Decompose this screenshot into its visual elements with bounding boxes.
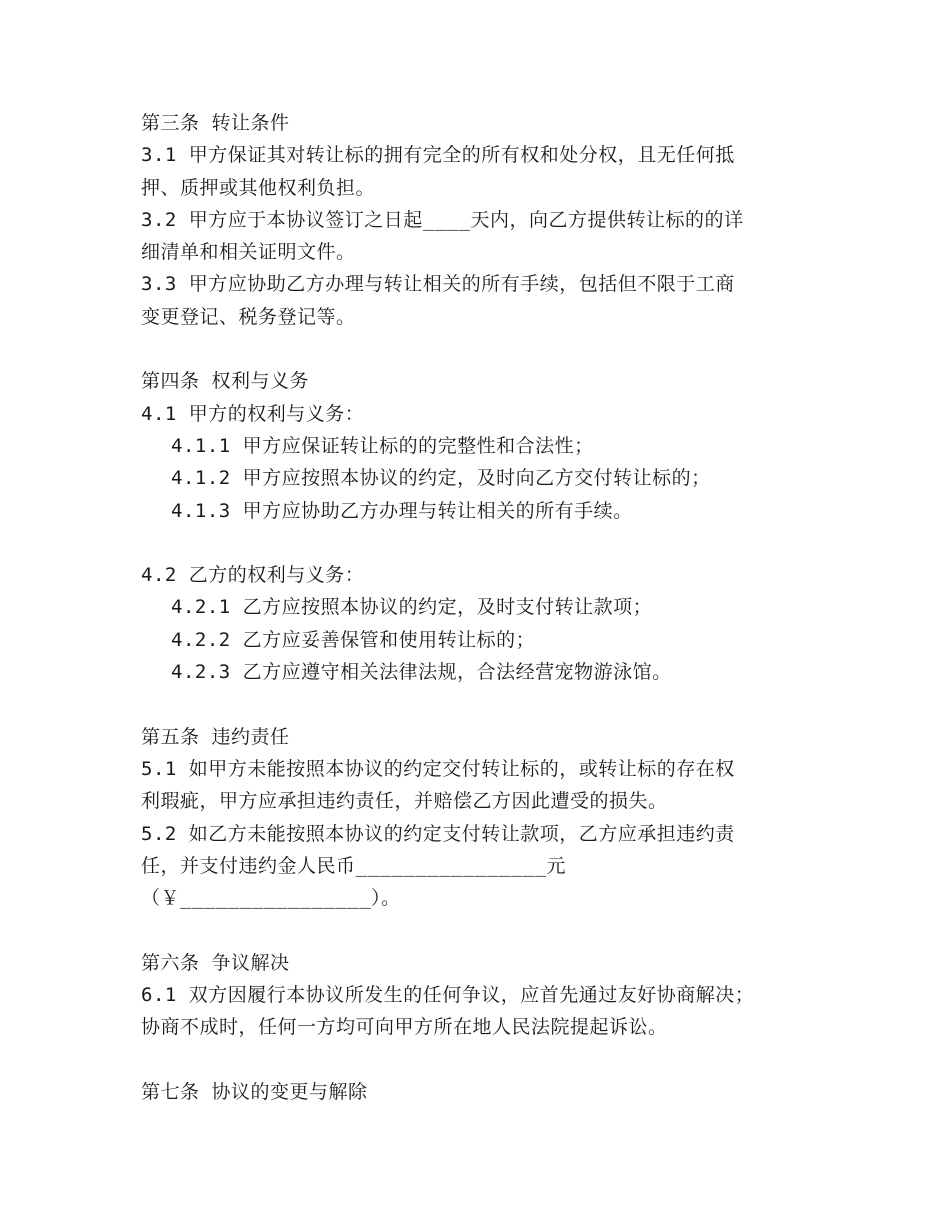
clause-4-2-1: 4.2.1 乙方应按照本协议的约定，及时支付转让款项； xyxy=(171,596,653,619)
clause-4-1-3: 4.1.3 甲方应协助乙方办理与转让相关的所有手续。 xyxy=(171,499,633,522)
clause-5-2-line-3: （￥________________）。 xyxy=(141,887,401,910)
clause-5-1-line-1: 5.1 如甲方未能按照本协议的约定交付转让标的，或转让标的存在权 xyxy=(141,757,735,780)
clause-6-1-line-2: 协商不成时，任何一方均可向甲方所在地人民法院提起诉讼。 xyxy=(141,1016,668,1039)
clause-5-1-line-2: 利瑕疵，甲方应承担违约责任，并赔偿乙方因此遭受的损失。 xyxy=(141,790,668,813)
clause-4-1-1: 4.1.1 甲方应保证转让标的的完整性和合法性； xyxy=(171,434,594,457)
clause-3-2-line-1: 3.2 甲方应于本协议签订之日起____天内，向乙方提供转让标的的详 xyxy=(141,208,744,231)
paragraph-gap xyxy=(141,527,831,559)
section-heading-article-5: 第五条 违约责任 xyxy=(141,725,290,748)
clause-3-1-line-1: 3.1 甲方保证其对转让标的拥有完全的所有权和处分权，且无任何抵 xyxy=(141,144,735,167)
clause-3-3-line-2: 变更登记、税务登记等。 xyxy=(141,305,356,328)
clause-4-1-title: 4.1 甲方的权利与义务： xyxy=(141,402,365,425)
clause-4-2-2: 4.2.2 乙方应妥善保管和使用转让标的； xyxy=(171,628,536,651)
clause-5-2-line-2: 任，并支付违约金人民币________________元 xyxy=(141,854,567,877)
clause-3-2-line-2: 细清单和相关证明文件。 xyxy=(141,241,356,264)
clause-5-2-line-1: 5.2 如乙方未能按照本协议的约定支付转让款项，乙方应承担违约责 xyxy=(141,822,735,845)
section-heading-article-6: 第六条 争议解决 xyxy=(141,951,290,974)
paragraph-gap xyxy=(141,1044,831,1076)
paragraph-gap xyxy=(141,333,831,365)
section-heading-article-3: 第三条 转让条件 xyxy=(141,112,290,134)
clause-6-1-line-1: 6.1 双方因履行本协议所发生的任何争议，应首先通过友好协商解决； xyxy=(141,984,755,1007)
section-heading-article-7: 第七条 协议的变更与解除 xyxy=(141,1080,368,1103)
clause-4-2-title: 4.2 乙方的权利与义务： xyxy=(141,564,365,587)
section-heading-article-4: 第四条 权利与义务 xyxy=(141,370,309,393)
paragraph-gap xyxy=(141,688,831,720)
clause-3-1-line-2: 押、质押或其他权利负担。 xyxy=(141,176,376,199)
clause-4-1-2: 4.1.2 甲方应按照本协议的约定，及时向乙方交付转让标的； xyxy=(171,467,711,490)
document-body xyxy=(141,107,831,1108)
paragraph-gap xyxy=(141,914,831,946)
clause-3-3-line-1: 3.3 甲方应协助乙方办理与转让相关的所有手续，包括但不限于工商 xyxy=(141,273,735,296)
clause-4-2-3: 4.2.3 乙方应遵守相关法律法规，合法经营宠物游泳馆。 xyxy=(171,661,672,684)
